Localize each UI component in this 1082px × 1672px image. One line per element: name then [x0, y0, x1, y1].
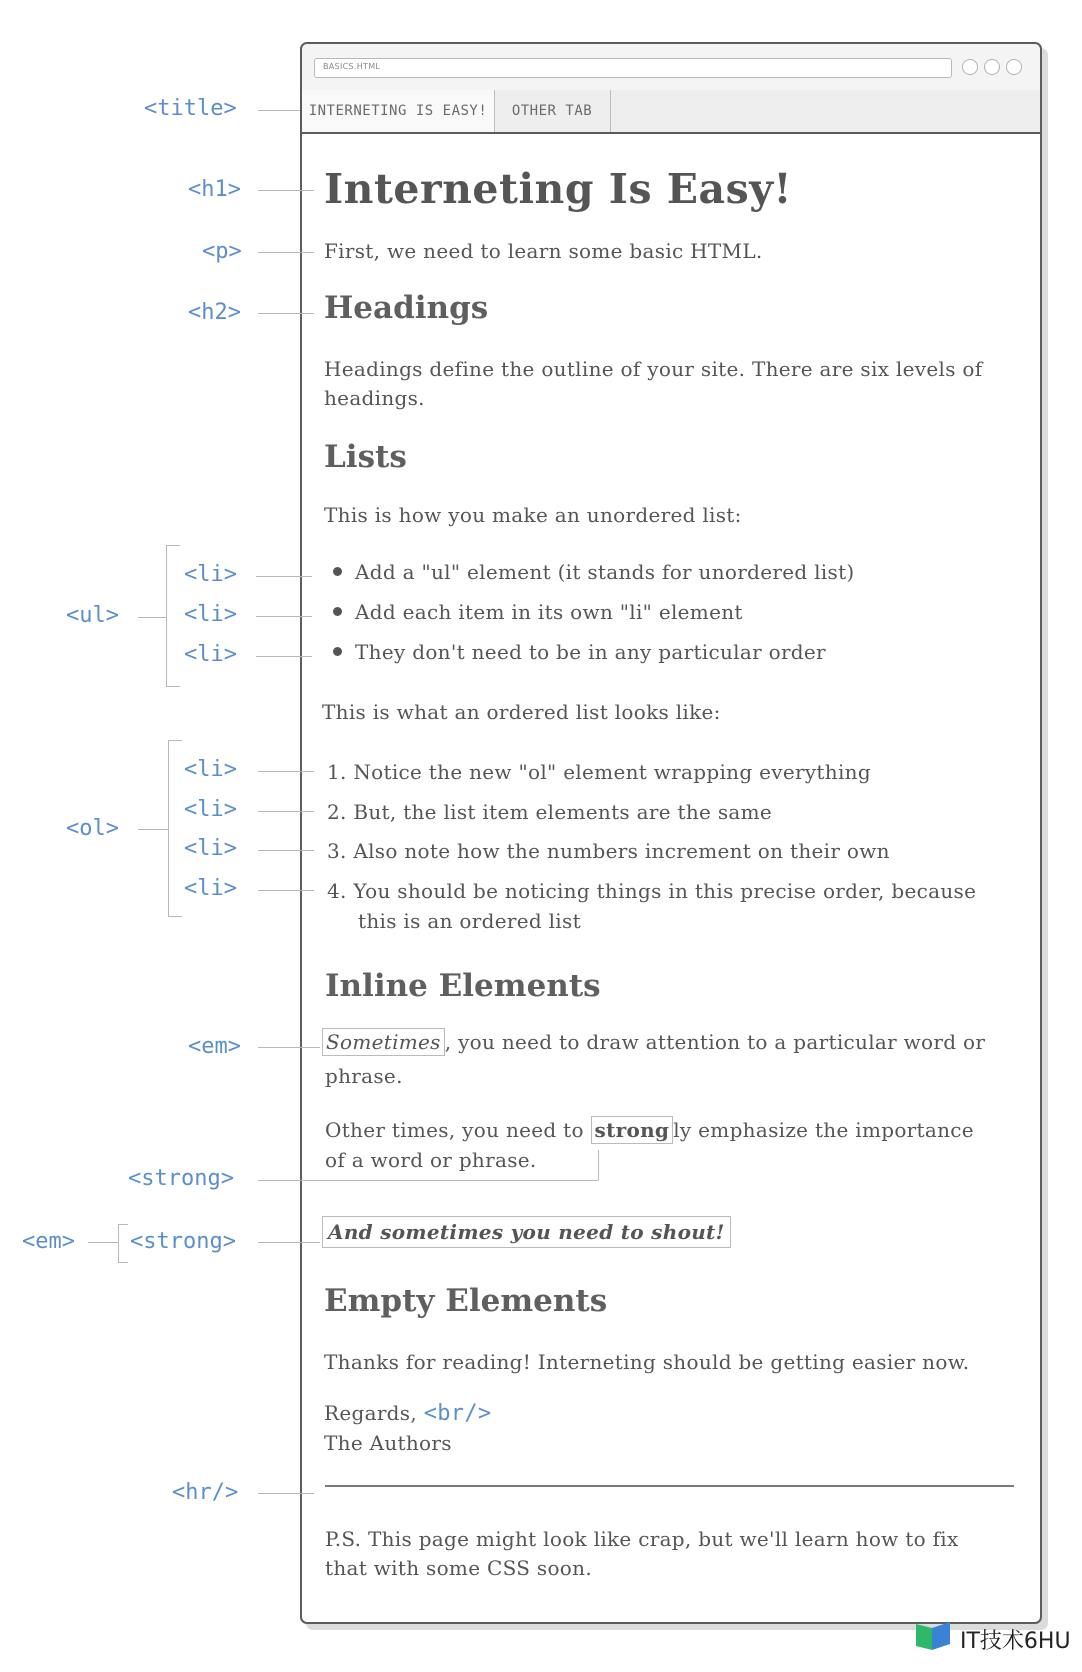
connector-line — [258, 850, 314, 851]
list-item: They don't need to be in any particular order — [355, 640, 826, 664]
ol-intro: This is what an ordered list looks like: — [322, 700, 721, 724]
bracket-line — [168, 740, 182, 741]
list-item: Add each item in its own "li" element — [355, 600, 743, 624]
bracket-line — [118, 1224, 119, 1262]
connector-line — [258, 1047, 320, 1048]
shout-line — [322, 1220, 731, 1244]
connector-line — [258, 890, 314, 891]
regards-line — [324, 1401, 491, 1426]
connector-line — [88, 1242, 118, 1243]
connector-line — [258, 252, 314, 253]
annotation-ul: <ul> — [66, 603, 119, 628]
connector-line — [258, 190, 314, 191]
intro-paragraph: First, we need to learn some basic HTML. — [324, 239, 763, 263]
connector-line — [256, 656, 312, 657]
connector-line — [258, 811, 314, 812]
tab-other[interactable]: OTHER TAB — [494, 90, 611, 132]
empty-elements-heading: Empty Elements — [324, 1283, 608, 1319]
annotation-hr: <hr/> — [172, 1480, 239, 1505]
annotation-strong: <strong> — [128, 1166, 234, 1191]
url-text: BASICS.HTML — [323, 62, 381, 71]
annotation-li: <li> — [184, 876, 237, 901]
annotation-em: <em> — [22, 1229, 75, 1254]
annotation-li: <li> — [184, 562, 237, 587]
list-item-continuation: this is an ordered list — [358, 909, 581, 933]
strong-post: ly emphasize the importance — [673, 1118, 974, 1142]
url-bar[interactable] — [314, 58, 952, 78]
list-item: 4. You should be noticing things in this precise order, because — [327, 879, 977, 903]
annotation-p: <p> — [202, 239, 242, 264]
ps-line: P.S. This page might look like crap, but we'll learn how to fix — [325, 1527, 959, 1551]
regards-text: Regards, — [324, 1401, 418, 1425]
inline-elements-heading: Inline Elements — [325, 968, 601, 1004]
annotation-title: <title> — [144, 96, 237, 121]
strong-paragraph-line: of a word or phrase. — [325, 1148, 537, 1172]
window-button-circle-icon[interactable] — [1006, 59, 1022, 75]
shout-text: And sometimes you need to shout! — [322, 1216, 731, 1248]
headings-paragraph-line: headings. — [324, 386, 425, 410]
ps-line: that with some CSS soon. — [325, 1556, 592, 1580]
bullet-icon — [333, 567, 342, 576]
strong-paragraph-line — [325, 1118, 974, 1142]
window-button-circle-icon[interactable] — [984, 59, 1000, 75]
annotation-h2: <h2> — [188, 300, 241, 325]
annotation-li: <li> — [184, 836, 237, 861]
title-bar — [302, 44, 1040, 91]
connector-line — [138, 829, 168, 830]
annotation-li: <li> — [184, 797, 237, 822]
em-rest: , you need to draw attention to a particular word or — [444, 1030, 986, 1054]
br-tag-annotation: <br/> — [423, 1401, 492, 1426]
bullet-icon — [333, 607, 342, 616]
annotation-strong: <strong> — [130, 1229, 236, 1254]
em-paragraph-line — [322, 1030, 985, 1054]
window-button-circle-icon[interactable] — [962, 59, 978, 75]
bracket-line — [118, 1224, 128, 1225]
connector-line — [138, 617, 166, 618]
annotation-em: <em> — [188, 1034, 241, 1059]
connector-line — [258, 1493, 314, 1494]
book-logo-icon — [912, 1618, 956, 1654]
lists-heading: Lists — [324, 439, 407, 475]
bullet-icon — [333, 647, 342, 656]
annotation-li: <li> — [184, 642, 237, 667]
bracket-line — [166, 545, 167, 686]
bracket-line — [168, 916, 182, 917]
strong-word: strong — [591, 1116, 674, 1144]
page-title: Interneting Is Easy! — [324, 165, 793, 213]
bracket-line — [166, 686, 180, 687]
list-item: 2. But, the list item elements are the same — [327, 800, 773, 824]
thanks-paragraph: Thanks for reading! Interneting should be getting easier now. — [324, 1350, 970, 1374]
annotation-li: <li> — [184, 757, 237, 782]
annotation-h1: <h1> — [188, 177, 241, 202]
bracket-line — [168, 740, 169, 916]
browser-window — [300, 42, 1042, 1624]
watermark — [912, 1616, 1072, 1656]
headings-paragraph-line: Headings define the outline of your site. There are six levels of — [324, 357, 983, 381]
connector-line — [256, 616, 312, 617]
connector-line — [258, 1242, 320, 1243]
annotation-li: <li> — [184, 602, 237, 627]
headings-heading: Headings — [324, 290, 489, 326]
connector-line — [258, 771, 314, 772]
connector-line — [256, 576, 312, 577]
annotation-ol: <ol> — [66, 816, 119, 841]
connector-line — [598, 1150, 599, 1180]
horizontal-rule — [325, 1485, 1014, 1487]
bracket-line — [166, 545, 180, 546]
tab-bar — [302, 90, 1040, 134]
connector-line — [258, 313, 314, 314]
connector-line — [258, 110, 300, 111]
list-item: 3. Also note how the numbers increment on their own — [327, 839, 890, 863]
em-paragraph-line: phrase. — [325, 1064, 403, 1088]
ul-intro: This is how you make an unordered list: — [324, 503, 742, 527]
strong-pre: Other times, you need to — [325, 1118, 591, 1142]
tab-interneting[interactable]: INTERNETING IS EASY! — [302, 90, 495, 132]
list-item: Add a "ul" element (it stands for unordered list) — [355, 560, 855, 584]
watermark-text: IT技术6HU — [960, 1629, 1071, 1654]
bracket-line — [118, 1262, 128, 1263]
list-item: 1. Notice the new "ol" element wrapping everything — [327, 760, 871, 784]
em-word: Sometimes — [322, 1028, 445, 1056]
authors-line: The Authors — [324, 1431, 452, 1455]
connector-line — [258, 1180, 598, 1181]
